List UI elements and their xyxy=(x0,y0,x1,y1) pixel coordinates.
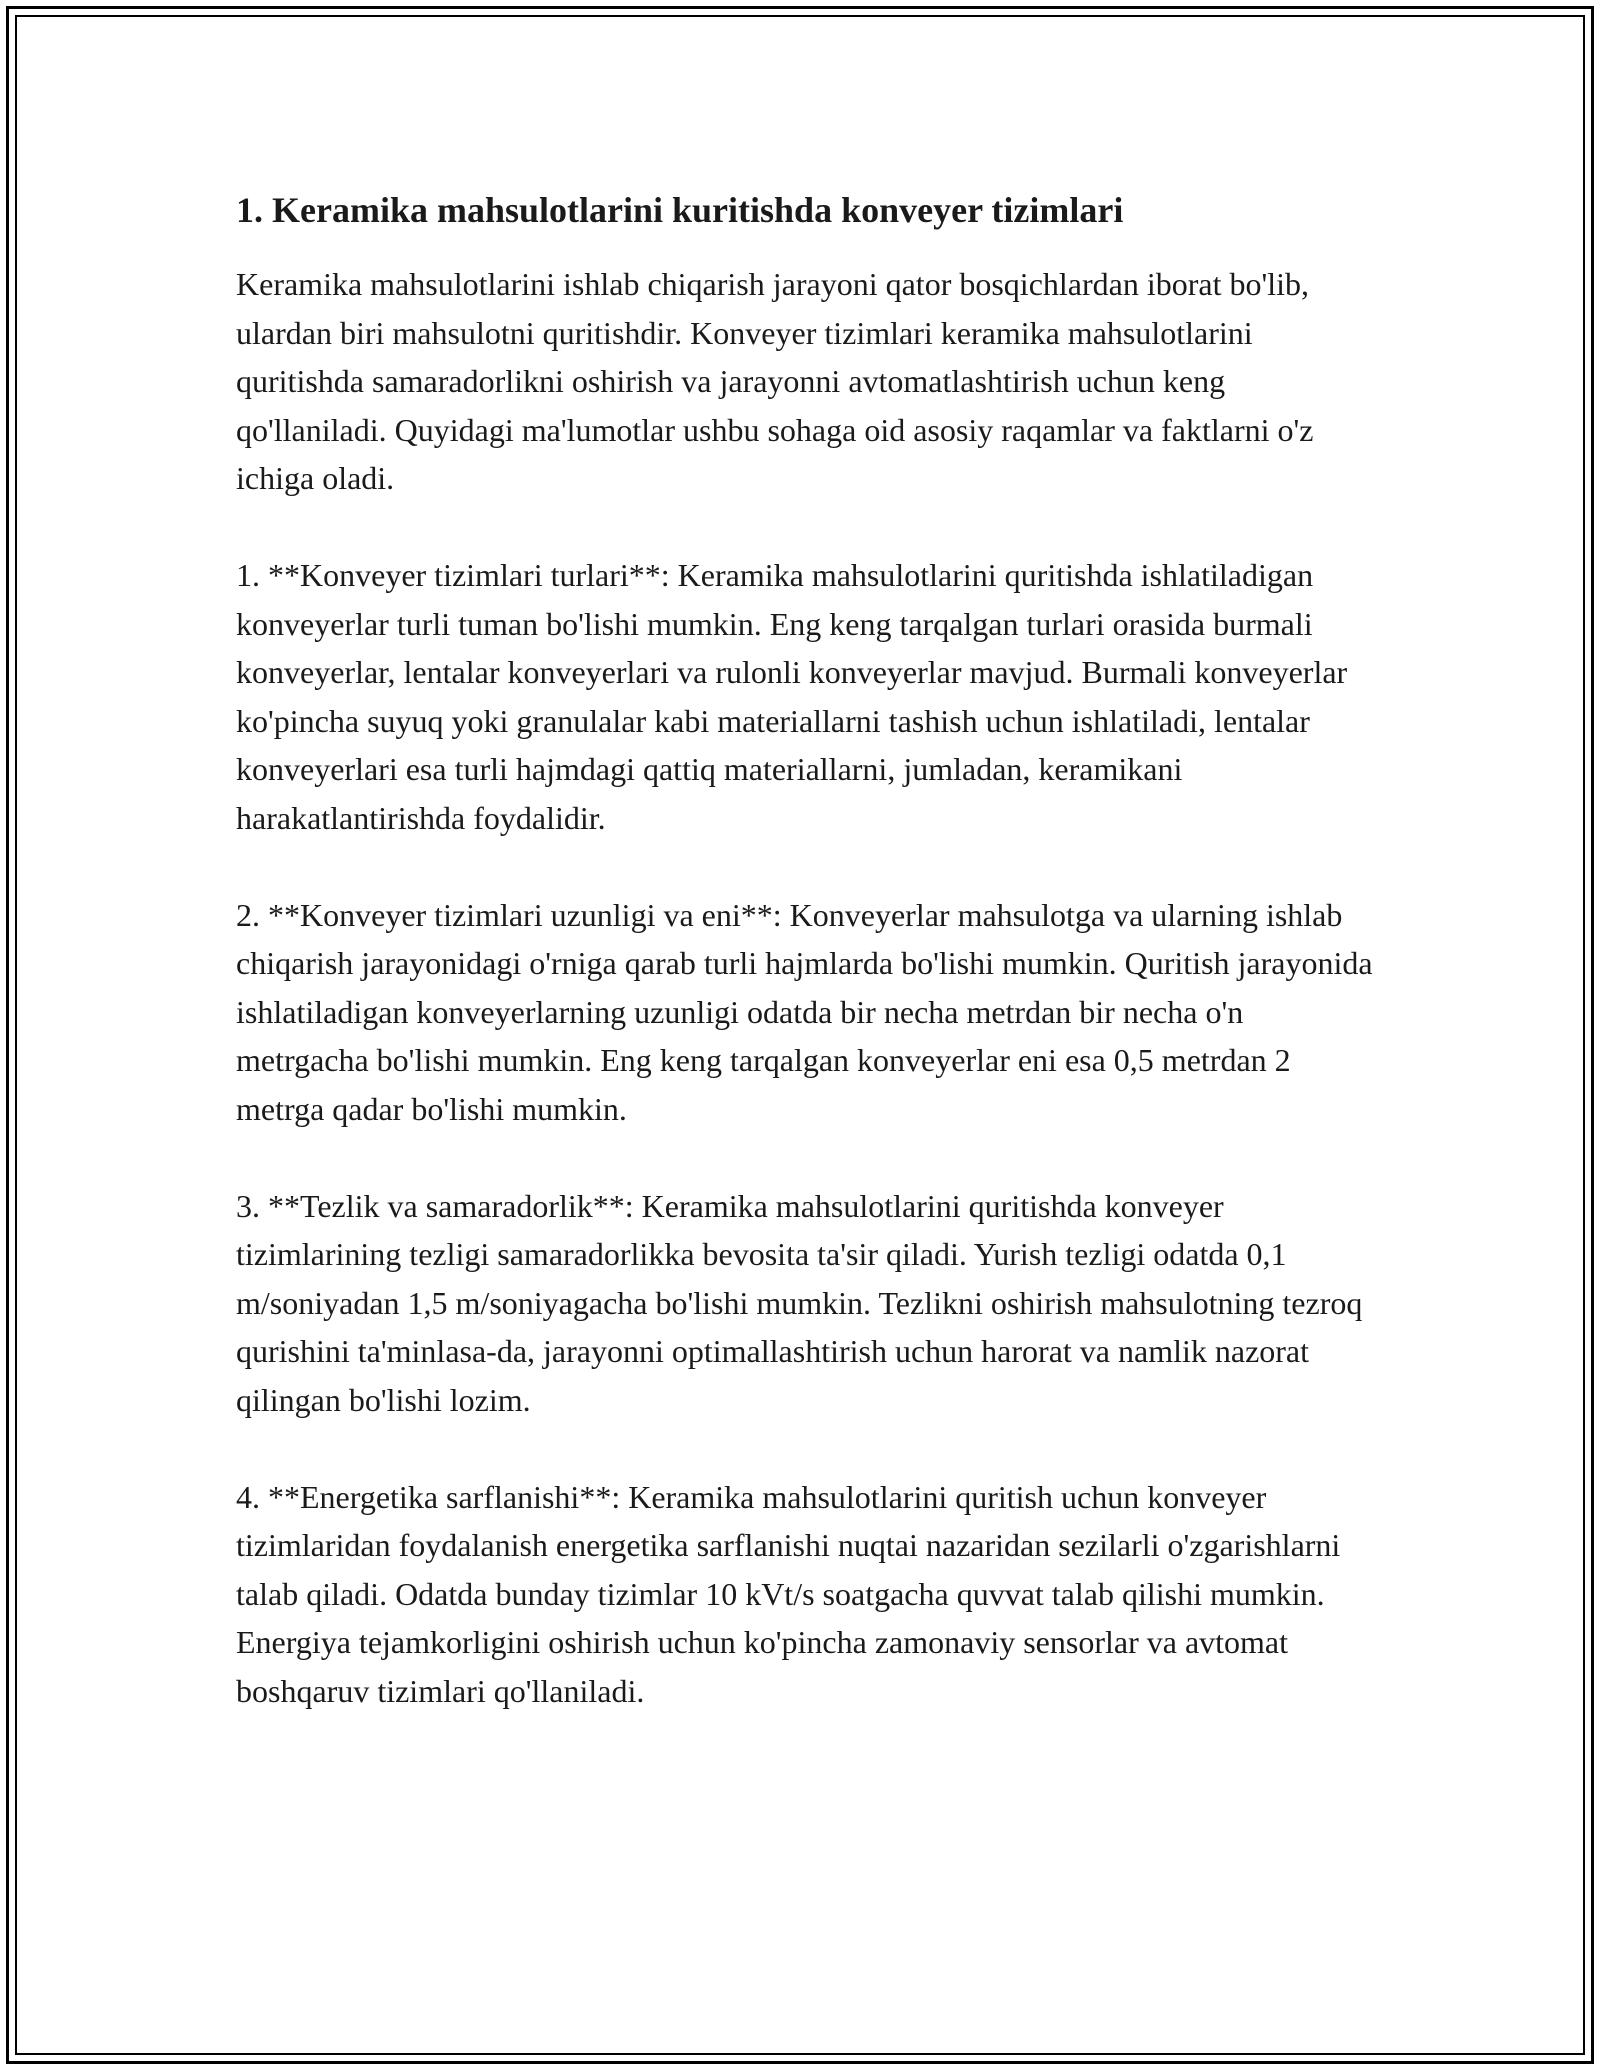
document-title: 1. Keramika mahsulotlarini kuritishda konveyer tizimlari xyxy=(236,190,1124,230)
intro-paragraph: Keramika mahsulotlarini ishlab chiqarish jarayoni qator bosqichlardan iborat bo'lib, ulardan biri mahsulotni quritishdir. Konveyer tizimlari keramika mahsulotlarini quritishda samaradorlikni oshirish va jarayonni avtomatlashtirish uchun keng qo'llaniladi. Quyidagi ma'lumotlar ushbu sohaga oid asosiy raqamlar va faktlarni o'z ichiga oladi. xyxy=(236,266,1314,496)
paragraph-conveyor-dimensions: 2. **Konveyer tizimlari uzunligi va eni**: Konveyerlar mahsulotga va ularning ishlab chiqarish jarayonidagi o'rniga qarab turli hajmlarda bo'lishi mumkin. Quritish jarayonida ishlatiladigan konveyerlarning uzunligi odatda bir necha metrdan bir necha o'n metrgacha bo'lishi mumkin. Eng keng tarqalgan konveyerlar eni esa 0,5 metrdan 2 metrga qadar bo'lishi mumkin. xyxy=(236,896,1373,1127)
paragraph-conveyor-types: 1. **Konveyer tizimlari turlari**: Keramika mahsulotlarini quritishda ishlatiladigan konveyerlar turli tuman bo'lishi mumkin. Eng keng tarqalgan turlari orasida burmali konveyerlar, lentalar konveyerlari va rulonli konveyerlar mavjud. Burmali konveyerlar ko'pincha suyuq yoki granulalar kabi materiallarni tashish uchun ishlatiladi, lentalar konveyerlari esa turli hajmdagi qattiq materiallarni, jumladan, keramikani harakatlantirishda foydalidir. xyxy=(236,557,1348,836)
paragraph-speed-efficiency: 3. **Tezlik va samaradorlik**: Keramika mahsulotlarini quritishda konveyer tizimlarining tezligi samaradorlikka bevosita ta'sir qiladi. Yurish tezligi odatda 0,1 m/soniyadan 1,5 m/soniyagacha bo'lishi mumkin. Tezlikni oshirish mahsulotning tezroq qurishini ta'minlasa-da, jarayonni optimallashtirish uchun harorat va namlik nazorat qilingan bo'lishi lozim. xyxy=(236,1187,1363,1418)
document-body xyxy=(236,186,1376,1764)
paragraph-energy-consumption: 4. **Energetika sarflanishi**: Keramika mahsulotlarini quritish uchun konveyer tizimlaridan foydalanish energetika sarflanishi nuqtai nazaridan sezilarli o'zgarishlarni talab qiladi. Odatda bunday tizimlar 10 kVt/s soatgacha quvvat talab qilishi mumkin. Energiya tejamkorligini oshirish uchun ko'pincha zamonaviy sensorlar va avtomat boshqaruv tizimlari qo'llaniladi. xyxy=(236,1478,1341,1709)
